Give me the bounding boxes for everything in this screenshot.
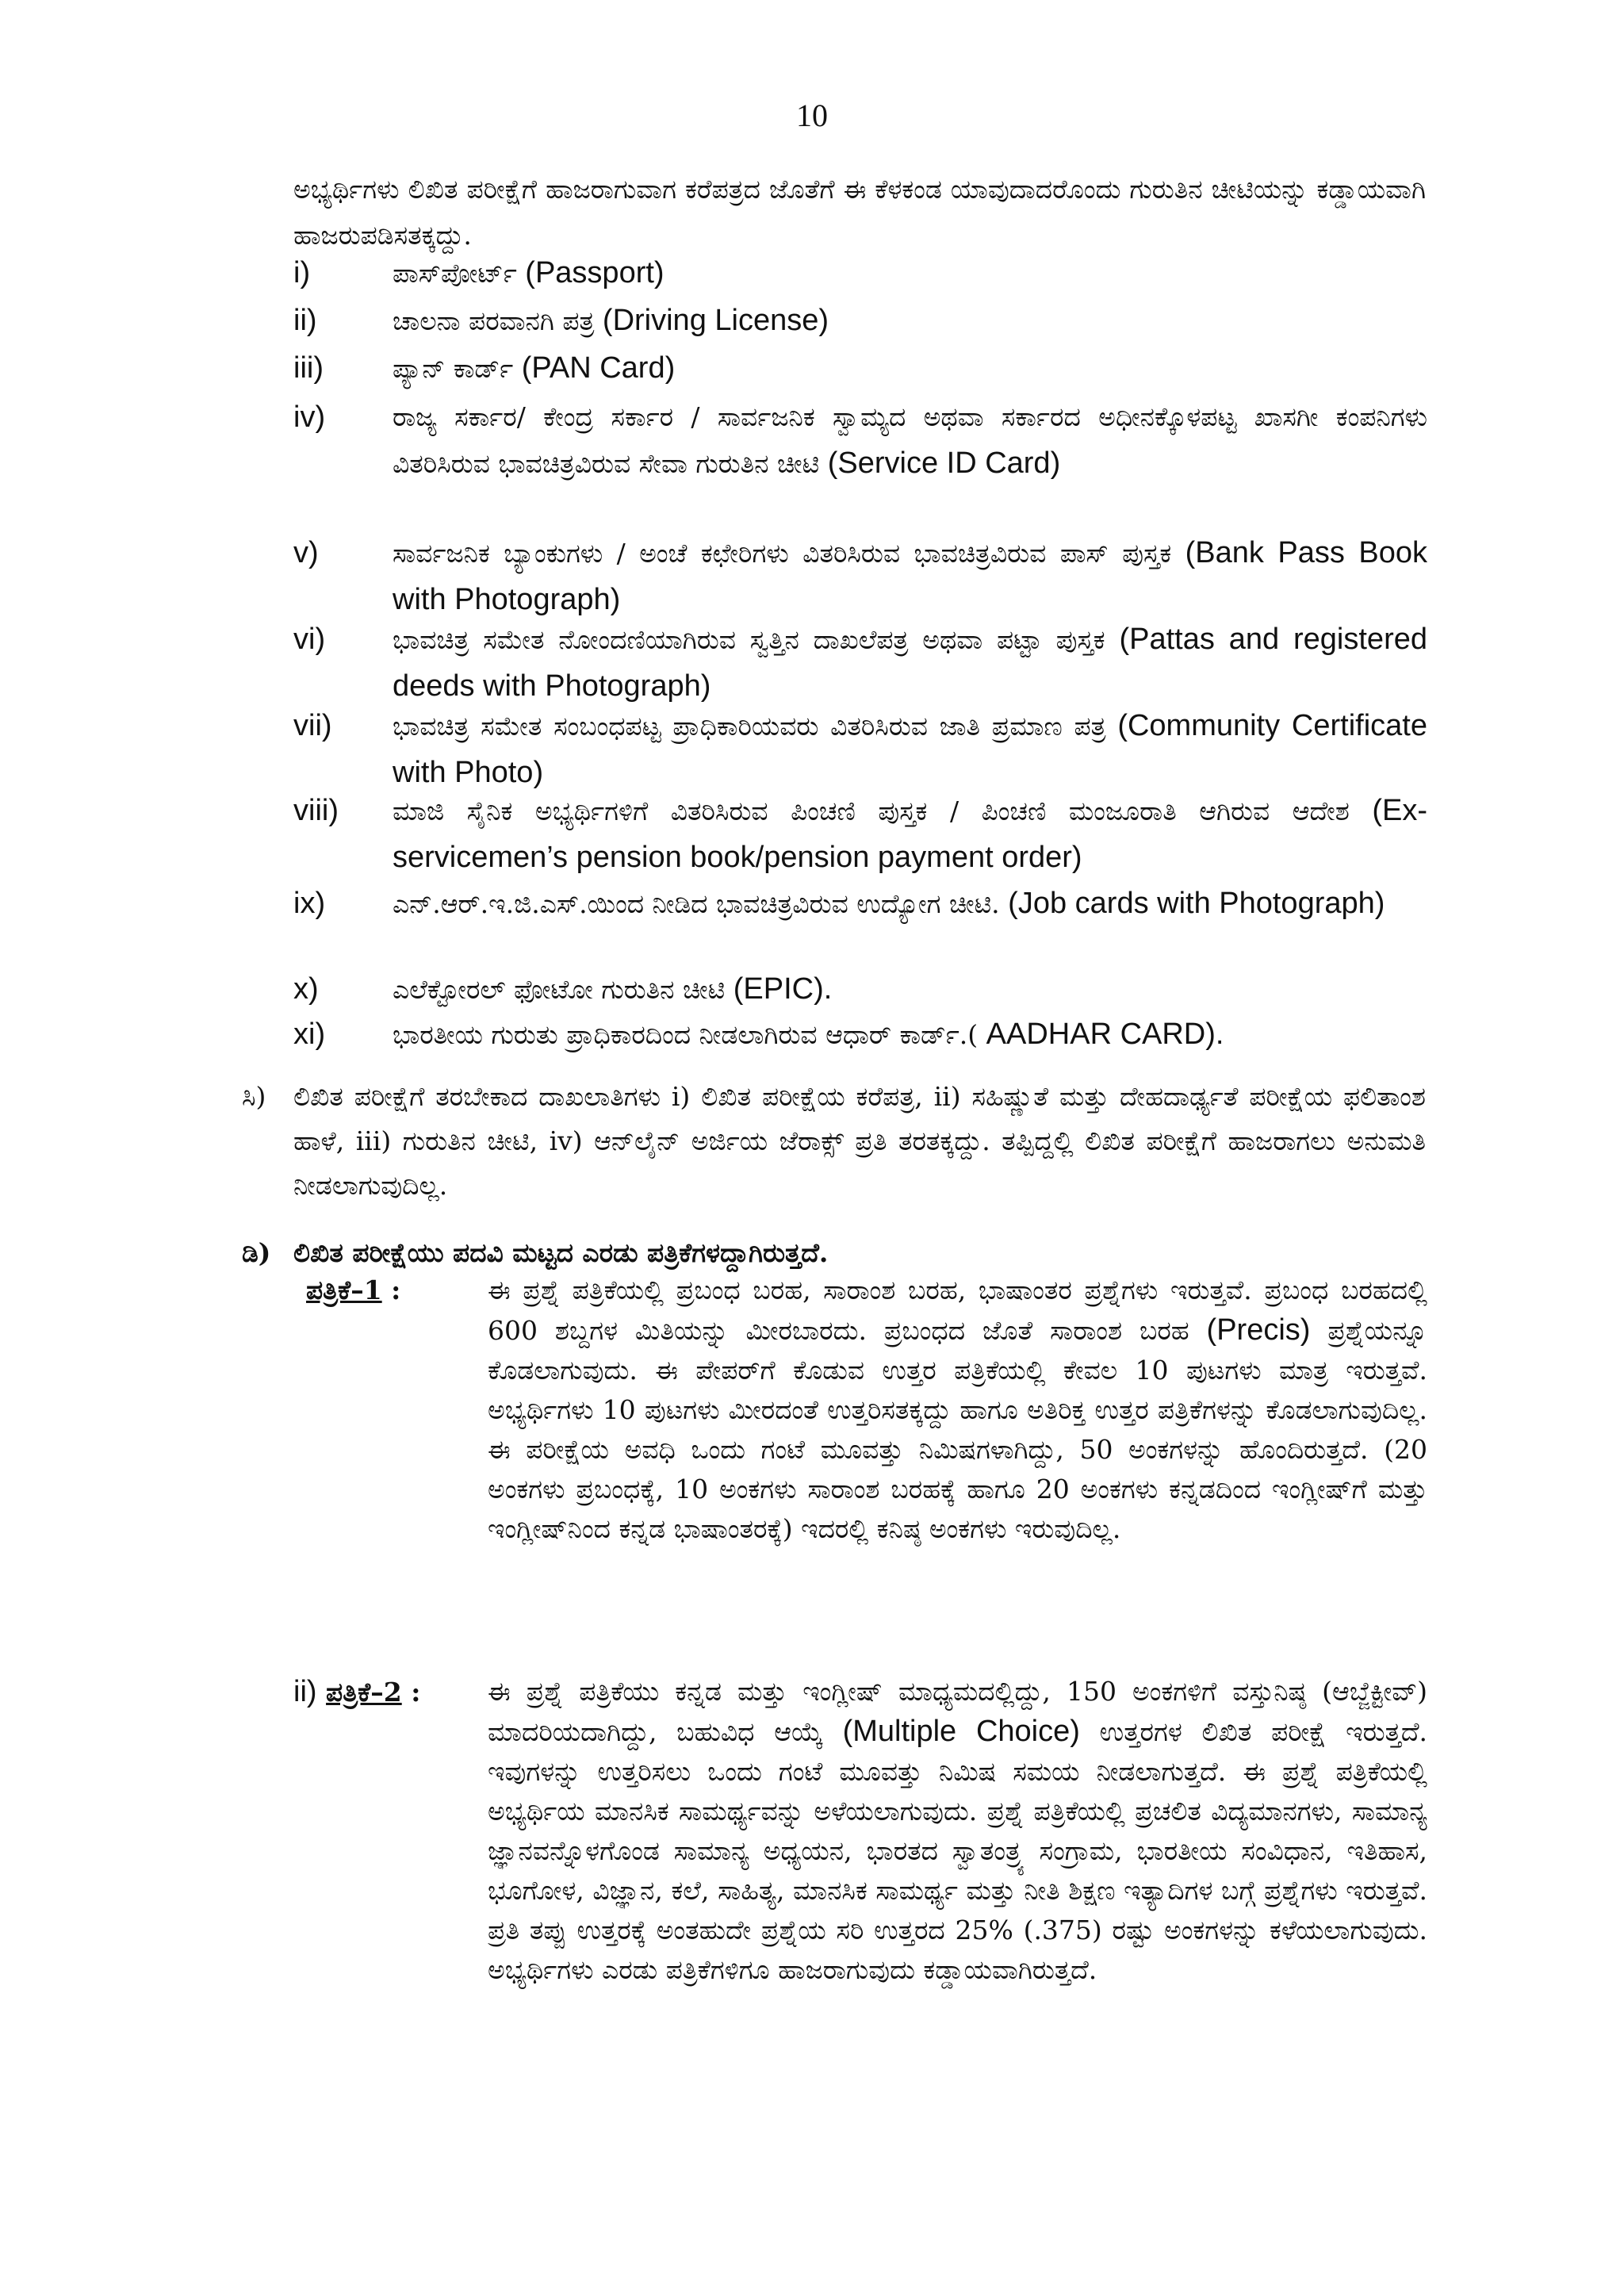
paper-text: ಉತ್ತರಗಳ ಲಿಖಿತ ಪರೀಕ್ಷೆ ಇರುತ್ತದೆ. ಇವುಗಳನ್ನು ಉತ್ತರಿಸಲು ಒಂದು ಗಂಟೆ ಮೂವತ್ತು ನಿಮಿಷ ಸಮಯ ನೀಡಲಾಗುತ್ತದೆ. ಈ ಪ್ರಶ್ನೆ ಪತ್ರಿಕೆಯಲ್ಲಿ ಅಭ್ಯರ್ಥಿಯ ಮಾನಸಿಕ ಸಾಮರ್ಥ್ಯವನ್ನು ಅಳೆಯಲಾಗುವುದು. ಪ್ರಶ್ನೆ ಪತ್ರಿಕೆಯಲ್ಲಿ ಪ್ರಚಲಿತ ವಿದ್ಯಮಾನಗಳು, ಸಾಮಾನ್ಯ ಜ್ಞಾನವನ್ನೊಳಗೊಂಡ ಸಾಮಾನ್ಯ ಅಧ್ಯಯನ, ಭಾರತದ ಸ್ವಾತಂತ್ರ್ಯ ಸಂಗ್ರಾಮ, ಭಾರತೀಯ ಸಂವಿಧಾನ, ಇತಿಹಾಸ, ಭೂಗೋಳ, ವಿಜ್ಞಾನ, ಕಲೆ, ಸಾಹಿತ್ಯ, ಮಾನಸಿಕ ಸಾಮರ್ಥ್ಯ ಮತ್ತು ನೀತಿ ಶಿಕ್ಷಣ ಇತ್ಯಾದಿಗಳ ಬಗ್ಗೆ ಪ್ರಶ್ನೆಗಳು ಇರುತ್ತವೆ. ಪ್ರತಿ ತಪ್ಪು ಉತ್ತರಕ್ಕೆ ಅಂತಹುದೇ ಪ್ರಶ್ನೆಯ ಸರಿ ಉತ್ತರದ 25% (.375) ರಷ್ಟು ಅಂಕಗಳನ್ನು ಕಳೆಯಲಾಗುವುದು. ಅಭ್ಯರ್ಥಿಗಳು ಎರಡು ಪತ್ರಿಕೆಗಳಿಗೂ ಹಾಜರಾಗುವುದು ಕಡ್ಡಾಯವಾಗಿರುತ್ತದೆ. (488, 1716, 1428, 1985)
list-text-kn: ಎಲೆಕ್ಟೋರಲ್ ಫೋಟೋ ಗುರುತಿನ ಚೀಟಿ (393, 974, 726, 1005)
list-text-en: (Job cards with Photograph) (1008, 887, 1385, 920)
paper-label: ಪತ್ರಿಕೆ–1 (306, 1274, 382, 1305)
paper-text-en: (Multiple Choice) (842, 1715, 1080, 1748)
list-number: iii) (293, 351, 324, 385)
section-d (242, 1231, 1426, 1275)
list-number: iv) (293, 401, 326, 434)
list-text-en: (Pattas and registered deeds with Photograph) (393, 623, 1427, 703)
list-text-kn: ಸಾರ್ವಜನಿಕ ಬ್ಯಾಂಕುಗಳು / ಅಂಚೆ ಕಛೇರಿಗಳು ವಿತರಿಸಿರುವ ಭಾವಚಿತ್ರವಿರುವ ಪಾಸ್ ಪುಸ್ತಕ (393, 538, 1172, 569)
list-text-kn: ಭಾರತೀಯ ಗುರುತು ಪ್ರಾಧಿಕಾರದಿಂದ ನೀಡಲಾಗಿರುವ ಆಧಾರ್ ಕಾರ್ಡ್.( (393, 1019, 979, 1050)
paper-text: ಈ ಪ್ರಶ್ನೆ ಪತ್ರಿಕೆಯಲ್ಲಿ ಪ್ರಬಂಧ ಬರಹ, ಸಾರಾಂಶ ಬರಹ, ಭಾಷಾಂತರ ಪ್ರಶ್ನೆಗಳು ಇರುತ್ತವೆ. ಪ್ರಬಂಧ ಬರಹದಲ್ಲಿ 600 ಶಬ್ದಗಳ ಮಿತಿಯನ್ನು ಮೀರಬಾರದು. ಪ್ರಬಂಧದ ಜೊತೆ ಸಾರಾಂಶ ಬರಹ (488, 1274, 1427, 1346)
list-text-en: AADHAR CARD). (986, 1018, 1224, 1051)
list-number: viii) (293, 794, 339, 827)
paper-roman-number: ii) (293, 1675, 317, 1708)
list-text-en: (Community Certificate with Photo) (393, 709, 1427, 789)
list-text-en: (Ex-servicemen’s pension book/pension payment order) (393, 794, 1427, 874)
list-text-kn: ಪ್ಯಾನ್ ಕಾರ್ಡ್ (393, 353, 514, 384)
list-text-kn: ಎನ್.ಆರ್.ಇ.ಜಿ.ಎಸ್.ಯಿಂದ ನೀಡಿದ ಭಾವಚಿತ್ರವಿರುವ ಉದ್ಯೋಗ ಚೀಟಿ. (393, 888, 1000, 919)
paper-label: ಪತ್ರಿಕೆ–2 (326, 1677, 402, 1708)
paper-text-en: (Precis) (1206, 1313, 1311, 1347)
list-text-kn: ಪಾಸ್‌ಪೋರ್ಟ್ (393, 258, 517, 289)
list-number: vii) (293, 709, 332, 742)
list-number: x) (293, 972, 319, 1006)
list-number: vi) (293, 623, 326, 656)
list-text-en: (Driving License) (602, 304, 829, 337)
section-marker: ಸಿ) (242, 1081, 266, 1112)
section-marker: ಡಿ) (242, 1237, 271, 1268)
label-colon: : (391, 1274, 401, 1305)
paper-text: ಪ್ರಶ್ನೆಯನ್ನೂ ಕೊಡಲಾಗುವುದು. ಈ ಪೇಪರ್‌ಗೆ ಕೊಡುವ ಉತ್ತರ ಪತ್ರಿಕೆಯಲ್ಲಿ ಕೇವಲ 10 ಪುಟಗಳು ಮಾತ್ರ ಇರುತ್ತವೆ. ಅಭ್ಯರ್ಥಿಗಳು 10 ಪುಟಗಳು ಮೀರದಂತೆ ಉತ್ತರಿಸತಕ್ಕದ್ದು ಹಾಗೂ ಅತಿರಿಕ್ತ ಉತ್ತರ ಪತ್ರಿಕೆಗಳನ್ನು ಕೊಡಲಾಗುವುದಿಲ್ಲ. ಈ ಪರೀಕ್ಷೆಯ ಅವಧಿ ಒಂದು ಗಂಟೆ ಮೂವತ್ತು ನಿಮಿಷಗಳಾಗಿದ್ದು, 50 ಅಂಕಗಳನ್ನು ಹೊಂದಿರುತ್ತದೆ. (20 ಅಂಕಗಳು ಪ್ರಬಂಧಕ್ಕೆ, 10 ಅಂಕಗಳು ಸಾರಾಂಶ ಬರಹಕ್ಕೆ ಹಾಗೂ 20 ಅಂಕಗಳು ಕನ್ನಡದಿಂದ ಇಂಗ್ಲೀಷ್‌ಗೆ ಮತ್ತು ಇಂಗ್ಲೀಷ್‌ನಿಂದ ಕನ್ನಡ ಭಾಷಾಂತರಕ್ಕೆ) ಇದರಲ್ಲಿ ಕನಿಷ್ಠ ಅಂಕಗಳು ಇರುವುದಿಲ್ಲ. (488, 1315, 1427, 1544)
list-text-en: (Service ID Card) (827, 447, 1061, 480)
list-text-en: (Bank Pass Book with Photograph) (393, 536, 1427, 616)
section-text: ಲಿಖಿತ ಪರೀಕ್ಷೆಗೆ ತರಬೇಕಾದ ದಾಖಲಾತಿಗಳು i) ಲಿಖಿತ ಪರೀಕ್ಷೆಯ ಕರೆಪತ್ರ, ii) ಸಹಿಷ್ಣುತೆ ಮತ್ತು ದೇಹದಾರ್ಢ್ಯತೆ ಪರೀಕ್ಷೆಯ ಫಲಿತಾಂಶ ಹಾಳೆ, iii) ಗುರುತಿನ ಚೀಟಿ, iv) ಆನ್‌ಲೈನ್ ಅರ್ಜಿಯ ಜೆರಾಕ್ಸ್ ಪ್ರತಿ ತರತಕ್ಕದ್ದು. ತಪ್ಪಿದ್ದಲ್ಲಿ ಲಿಖಿತ ಪರೀಕ್ಷೆಗೆ ಹಾಜರಾಗಲು ಅನುಮತಿ ನೀಡಲಾಗುವುದಿಲ್ಲ. (293, 1081, 1426, 1201)
list-text-kn: ಭಾವಚಿತ್ರ ಸಮೇತ ಸಂಬಂಧಪಟ್ಟ ಪ್ರಾಧಿಕಾರಿಯವರು ವಿತರಿಸಿರುವ ಜಾತಿ ಪ್ರಮಾಣ ಪತ್ರ (393, 711, 1106, 742)
list-text-kn: ಮಾಜಿ ಸೈನಿಕ ಅಭ್ಯರ್ಥಿಗಳಿಗೆ ವಿತರಿಸಿರುವ ಪಿಂಚಣಿ ಪುಸ್ತಕ / ಪಿಂಚಣಿ ಮಂಜೂರಾತಿ ಆಗಿರುವ ಆದೇಶ (393, 795, 1350, 826)
list-text-en: (Passport) (525, 256, 665, 289)
list-number: ii) (293, 304, 317, 337)
list-text-kn: ರಾಜ್ಯ ಸರ್ಕಾರ/ ಕೇಂದ್ರ ಸರ್ಕಾರ / ಸಾರ್ವಜನಿಕ ಸ್ವಾಮ್ಯದ ಅಥವಾ ಸರ್ಕಾರದ ಅಧೀನಕ್ಕೊಳಪಟ್ಟ ಖಾಸಗೀ ಕಂಪನಿಗಳು ವಿತರಿಸಿರುವ ಭಾವಚಿತ್ರವಿರುವ ಸೇವಾ ಗುರುತಿನ ಚೀಟಿ (393, 401, 1427, 479)
section-c (242, 1075, 1426, 1208)
list-text-kn: ಭಾವಚಿತ್ರ ಸಮೇತ ನೋಂದಣಿಯಾಗಿರುವ ಸ್ವತ್ತಿನ ದಾಖಲೆಪತ್ರ ಅಥವಾ ಪಟ್ಟಾ ಪುಸ್ತಕ (393, 624, 1105, 655)
paper-text: ಈ ಪ್ರಶ್ನೆ ಪತ್ರಿಕೆಯು ಕನ್ನಡ ಮತ್ತು ಇಂಗ್ಲೀಷ್ ಮಾಧ್ಯಮದಲ್ಲಿದ್ದು, 150 ಅಂಕಗಳಿಗೆ ವಸ್ತುನಿಷ್ಠ (ಆಬ್ಜೆಕ್ಟೀವ್) ಮಾದರಿಯದಾಗಿದ್ದು, ಬಹುವಿಧ ಆಯ್ಕೆ (488, 1676, 1427, 1747)
section-heading: ಲಿಖಿತ ಪರೀಕ್ಷೆಯು ಪದವಿ ಮಟ್ಟದ ಎರಡು ಪತ್ರಿಕೆಗಳದ್ದಾಗಿರುತ್ತದೆ. (293, 1237, 829, 1268)
list-number: ix) (293, 887, 326, 920)
list-number: i) (293, 256, 311, 289)
list-number: xi) (293, 1018, 326, 1051)
list-text-en: (EPIC). (733, 972, 833, 1006)
list-text-en: (PAN Card) (521, 351, 676, 385)
list-number: v) (293, 536, 319, 569)
intro-paragraph: ಅಭ್ಯರ್ಥಿಗಳು ಲಿಖಿತ ಪರೀಕ್ಷೆಗೆ ಹಾಜರಾಗುವಾಗ ಕರೆಪತ್ರದ ಜೊತೆಗೆ ಈ ಕೆಳಕಂಡ ಯಾವುದಾದರೊಂದು ಗುರುತಿನ ಚೀಟಿಯನ್ನು ಕಡ್ಡಾಯವಾಗಿ ಹಾಜರುಪಡಿಸತಕ್ಕದ್ದು. (293, 174, 1426, 251)
list-text-kn: ಚಾಲನಾ ಪರವಾನಗಿ ಪತ್ರ (393, 305, 595, 336)
page-number: 10 (796, 98, 828, 133)
label-colon: : (411, 1677, 421, 1708)
